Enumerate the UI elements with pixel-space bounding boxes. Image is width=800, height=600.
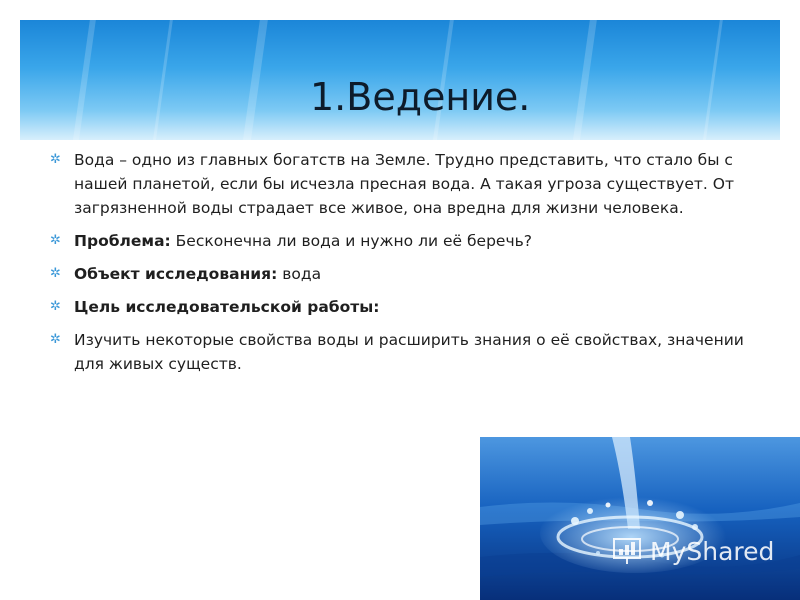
bullet-text: Изучить некоторые свойства воды и расширить знания о её свойствах, значении для живых существ. [74, 331, 744, 373]
bullet-goal [50, 295, 765, 319]
title-banner [20, 20, 780, 140]
bullet-text: Вода – одно из главных богатств на Земле. Трудно представить, что стало бы с нашей планетой, если бы исчезла пресная вода. А такая угроза существует. От загрязненной воды страдает все живое, она вредна для жизни человека. [74, 151, 734, 217]
water-splash-image [480, 437, 800, 600]
bullet-star-icon: ✲ [50, 152, 61, 167]
bullet-object [50, 262, 765, 286]
bullet-bold-label: Объект исследования: [74, 265, 278, 283]
bullet-star-icon: ✲ [50, 266, 61, 281]
bullet-problem [50, 229, 765, 253]
bullet-task [50, 328, 765, 376]
watermark-text: MyShared [650, 536, 775, 566]
bullet-bold-label: Цель исследовательской работы: [74, 298, 380, 316]
bullet-bold-label: Проблема: [74, 232, 171, 250]
bullet-text: вода [277, 265, 322, 283]
presentation-icon [612, 536, 644, 566]
slide-title: 1.Ведение. [310, 75, 531, 119]
bullet-text: Бесконечна ли вода и нужно ли её беречь? [170, 232, 532, 250]
bullet-star-icon: ✲ [50, 299, 61, 314]
watermark [612, 536, 774, 566]
bullet-star-icon: ✲ [50, 233, 61, 248]
bullet-star-icon: ✲ [50, 332, 61, 347]
bullet-intro [50, 148, 765, 220]
bullet-list [50, 148, 765, 385]
